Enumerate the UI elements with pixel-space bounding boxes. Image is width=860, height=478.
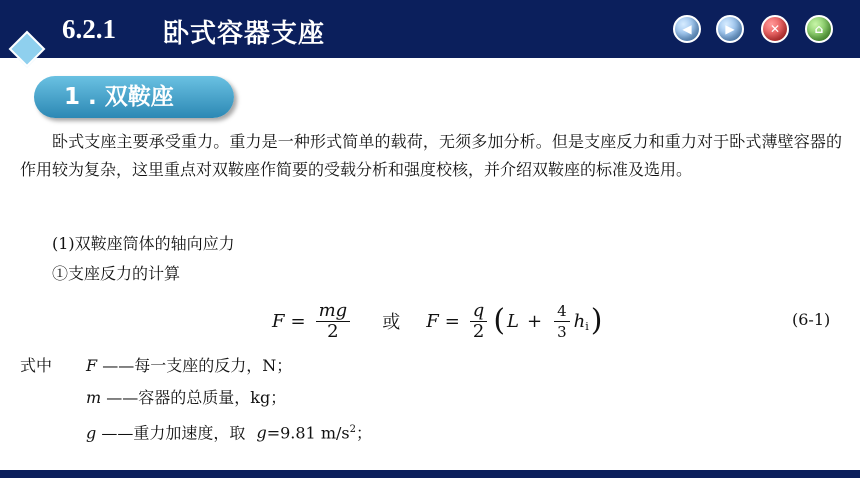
fraction-mg-over-2 xyxy=(316,301,351,342)
def-symbol: m xyxy=(86,388,102,407)
def-symbol: F xyxy=(86,356,98,375)
formula-plus: + xyxy=(526,310,543,332)
def-text: ——每一支座的反力，N； xyxy=(102,356,293,375)
diamond-ornament-icon xyxy=(9,31,46,68)
fraction-numerator: mg xyxy=(316,301,351,322)
prev-page-button[interactable] xyxy=(673,15,701,43)
formula-lhs-2: F xyxy=(426,310,439,332)
home-button[interactable] xyxy=(805,15,833,43)
page-title: 卧式容器支座 xyxy=(163,19,326,49)
def-text: ——重力加速度，取 xyxy=(101,423,246,443)
item-reaction-calc: ①支座反力的计算 xyxy=(52,264,181,283)
section-number: 6.2.1 xyxy=(62,14,116,44)
def-symbol-g: g xyxy=(256,423,267,443)
arrow-left-icon: ◀ xyxy=(682,22,692,36)
def-symbol: g xyxy=(86,423,97,443)
arrow-right-icon: ▶ xyxy=(725,22,735,36)
definition-g xyxy=(86,418,372,445)
def-g-exponent: 2 xyxy=(349,424,356,435)
formula-lhs-1: F xyxy=(272,310,285,332)
item-axial-stress: (1)双鞍座筒体的轴向应力 xyxy=(52,234,235,253)
fraction-4-over-3 xyxy=(554,301,570,342)
formula-or: 或 xyxy=(382,312,401,333)
body-paragraph: 卧式支座主要承受重力。重力是一种形式简单的载荷，无须多加分析。但是支座反力和重力对于卧式薄壁容器的作用较为复杂，这里重点对双鞍座作简要的受载分析和强度校核，并介绍双鞍座的标准及选用。 xyxy=(20,132,842,179)
fraction-q-over-2 xyxy=(470,301,488,342)
definition-m xyxy=(86,386,286,410)
close-button[interactable] xyxy=(761,15,789,43)
equation-number: (6-1) xyxy=(792,310,831,329)
next-page-button[interactable] xyxy=(716,15,744,43)
paren-close: ) xyxy=(590,303,603,338)
formula-h-subscript: i xyxy=(585,319,589,333)
footer-bar xyxy=(0,470,860,478)
fraction-numerator: 4 xyxy=(554,301,570,322)
def-g-end: ； xyxy=(355,423,372,443)
fraction-denominator: 2 xyxy=(472,320,485,342)
where-label: 式中 xyxy=(20,356,53,375)
definition-F xyxy=(86,354,292,378)
header-bar xyxy=(0,0,860,58)
formula-L: L xyxy=(507,310,519,332)
home-icon: ⌂ xyxy=(814,22,824,36)
paren-open: ( xyxy=(493,303,506,338)
formula-eq-2: = xyxy=(444,310,460,332)
fraction-denominator: 3 xyxy=(557,322,567,341)
fraction-denominator: 2 xyxy=(327,320,339,342)
fraction-numerator: q xyxy=(470,301,488,322)
def-text: ——容器的总质量，kg； xyxy=(106,388,287,407)
formula-h: h xyxy=(573,310,586,332)
def-g-value: =9.81 m/s xyxy=(266,423,350,443)
close-icon: ✕ xyxy=(769,22,781,36)
formula-eq-1: = xyxy=(290,310,306,332)
section-badge: 1 . 双鞍座 xyxy=(34,76,234,118)
equation-6-1 xyxy=(272,296,604,346)
